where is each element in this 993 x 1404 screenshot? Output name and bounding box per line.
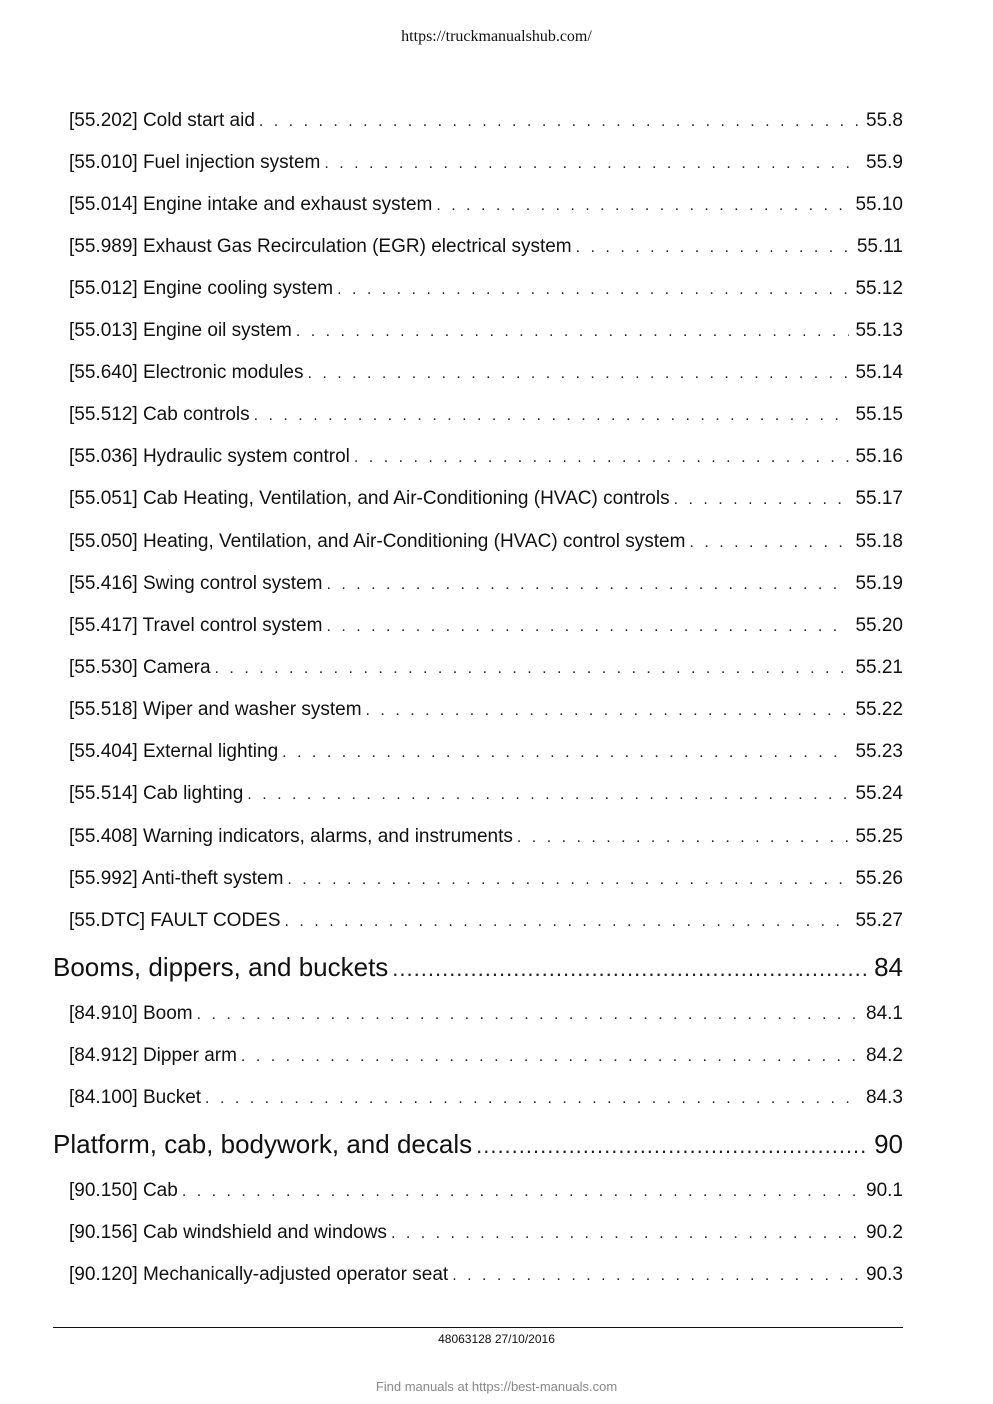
- toc-entry[interactable]: [69, 826, 903, 850]
- document-code: 48063128 27/10/2016: [438, 1332, 555, 1346]
- dot-leader: [324, 155, 860, 173]
- toc-entry-title: [55.640] Electronic modules: [69, 362, 304, 383]
- toc-entry[interactable]: [69, 615, 903, 639]
- dot-leader: [307, 365, 849, 383]
- dot-leader: [391, 1225, 860, 1243]
- toc-entry[interactable]: [69, 910, 903, 934]
- dot-leader: [674, 491, 850, 509]
- toc-entry-page: 55.21: [855, 657, 903, 678]
- dot-leader: [452, 1267, 860, 1285]
- toc-entry-title: Booms, dippers, and buckets: [53, 952, 389, 982]
- toc-entry-page: 90.2: [866, 1222, 903, 1243]
- dot-leader: [436, 197, 849, 215]
- toc-entry[interactable]: [69, 110, 903, 134]
- footer-link[interactable]: Find manuals at https://best-manuals.com: [375, 1379, 618, 1394]
- toc-entry[interactable]: [69, 657, 903, 681]
- toc-entry[interactable]: [69, 783, 903, 807]
- toc-entry-page: 55.22: [855, 699, 903, 720]
- toc-entry[interactable]: [69, 741, 903, 765]
- toc-entry-page: 55.14: [855, 362, 903, 383]
- dot-leader: [576, 239, 851, 257]
- toc-entry[interactable]: [69, 1222, 903, 1246]
- toc-entry-page: 55.11: [856, 236, 903, 257]
- toc-entry-page: 90.1: [866, 1180, 903, 1201]
- dot-leader: [326, 576, 849, 594]
- toc-entry[interactable]: [69, 1264, 903, 1288]
- dot-leader: [215, 660, 850, 678]
- toc-entry-title: [55.530] Camera: [69, 657, 211, 678]
- dot-leader: [254, 407, 850, 425]
- toc-entry-page: 90: [874, 1129, 903, 1159]
- toc-entry-title: [84.100] Bucket: [69, 1087, 202, 1108]
- toc-entry-page: 55.15: [855, 404, 903, 425]
- toc-entry-page: 55.16: [855, 446, 903, 467]
- dot-leader: [354, 449, 850, 467]
- toc-entry-page: 55.20: [855, 615, 903, 636]
- dot-leader: [282, 744, 849, 762]
- toc-entry-page: 55.19: [855, 573, 903, 594]
- toc-entry-title: [55.404] External lighting: [69, 741, 279, 762]
- toc-entry-title: [55.416] Swing control system: [69, 573, 323, 594]
- toc-entry-title: [55.512] Cab controls: [69, 404, 250, 425]
- toc-entry-page: 55.24: [855, 783, 903, 804]
- toc-entry[interactable]: [69, 488, 903, 512]
- toc-entry[interactable]: [69, 1087, 903, 1111]
- toc-entry[interactable]: [69, 1045, 903, 1069]
- toc-entry[interactable]: [69, 362, 903, 386]
- dot-leader: [182, 1183, 860, 1201]
- toc-entry-title: [55.051] Cab Heating, Ventilation, and Air-Conditioning (HVAC) controls: [69, 488, 670, 509]
- dot-leader: [392, 956, 868, 982]
- dot-leader: [259, 113, 860, 131]
- dot-leader: [247, 786, 849, 804]
- dot-leader: [689, 534, 849, 552]
- toc-entry-title: [55.992] Anti-theft system: [69, 868, 284, 889]
- toc-entry-title: [90.156] Cab windshield and windows: [69, 1222, 387, 1243]
- dot-leader: [476, 1133, 868, 1159]
- dot-leader: [296, 323, 850, 341]
- header-url: https://truckmanualshub.com/: [401, 28, 592, 45]
- toc-entry-page: 55.8: [866, 110, 903, 131]
- toc-entry[interactable]: [69, 531, 903, 555]
- toc-entry[interactable]: [69, 1180, 903, 1204]
- toc-entry-title: [55.036] Hydraulic system control: [69, 446, 350, 467]
- dot-leader: [366, 702, 850, 720]
- toc-entry-page: 84.2: [866, 1045, 903, 1066]
- toc-entry-title: Platform, cab, bodywork, and decals: [53, 1129, 473, 1159]
- toc-entry[interactable]: [69, 278, 903, 302]
- toc-entry-page: 90.3: [866, 1264, 903, 1285]
- toc-entry-page: 55.25: [855, 826, 903, 847]
- toc-entry[interactable]: [69, 573, 903, 597]
- toc-entry-page: 55.27: [855, 910, 903, 931]
- toc-entry-title: [55.989] Exhaust Gas Recirculation (EGR) electrical system: [69, 236, 572, 257]
- toc-entry-title: [90.150] Cab: [69, 1180, 178, 1201]
- toc-entry-page: 55.18: [855, 531, 903, 552]
- toc-entry-page: 55.12: [855, 278, 903, 299]
- dot-leader: [326, 618, 849, 636]
- dot-leader: [517, 829, 850, 847]
- toc-entry-page: 84.3: [866, 1087, 903, 1108]
- toc-entry[interactable]: [69, 320, 903, 344]
- toc-entry[interactable]: [69, 152, 903, 176]
- toc-entry[interactable]: [69, 236, 903, 260]
- toc-entry-title: [90.120] Mechanically-adjusted operator seat: [69, 1264, 449, 1285]
- toc-entry-title: [55.013] Engine oil system: [69, 320, 292, 341]
- toc-entry[interactable]: [69, 868, 903, 892]
- toc-entry-page: 55.9: [866, 152, 903, 173]
- toc-entry-page: 55.13: [855, 320, 903, 341]
- toc-section-entry[interactable]: [53, 952, 903, 984]
- toc-entry-page: 55.10: [855, 194, 903, 215]
- toc-entry[interactable]: [69, 404, 903, 428]
- toc-entry-title: [55.408] Warning indicators, alarms, and instruments: [69, 826, 513, 847]
- dot-leader: [337, 281, 849, 299]
- toc-entry-title: [55.012] Engine cooling system: [69, 278, 334, 299]
- toc-entry[interactable]: [69, 699, 903, 723]
- toc-entry-page: 55.23: [855, 741, 903, 762]
- toc-entry-title: [55.010] Fuel injection system: [69, 152, 321, 173]
- toc-entry-title: [55.DTC] FAULT CODES: [69, 910, 281, 931]
- dot-leader: [205, 1090, 860, 1108]
- toc-entry-title: [55.417] Travel control system: [69, 615, 323, 636]
- dot-leader: [241, 1048, 860, 1066]
- toc-entry-title: [84.912] Dipper arm: [69, 1045, 237, 1066]
- footer-divider: [53, 1327, 903, 1328]
- toc-entry-title: [55.514] Cab lighting: [69, 783, 244, 804]
- toc-entry[interactable]: [69, 1003, 903, 1027]
- dot-leader: [287, 871, 849, 889]
- toc-entry-title: [55.014] Engine intake and exhaust system: [69, 194, 433, 215]
- toc-section-entry[interactable]: [53, 1129, 903, 1161]
- toc-entry-page: 55.17: [855, 488, 903, 509]
- dot-leader: [285, 913, 850, 931]
- toc-entry-title: [84.910] Boom: [69, 1003, 193, 1024]
- toc-entry[interactable]: [69, 194, 903, 218]
- toc-entry-page: 84: [874, 952, 903, 982]
- toc-entry-title: [55.050] Heating, Ventilation, and Air-Conditioning (HVAC) control system: [69, 531, 686, 552]
- toc-entry-title: [55.202] Cold start aid: [69, 110, 255, 131]
- toc-entry-page: 84.1: [866, 1003, 903, 1024]
- dot-leader: [197, 1006, 860, 1024]
- toc-entry-page: 55.26: [855, 868, 903, 889]
- toc-entry-title: [55.518] Wiper and washer system: [69, 699, 362, 720]
- toc-entry[interactable]: [69, 446, 903, 470]
